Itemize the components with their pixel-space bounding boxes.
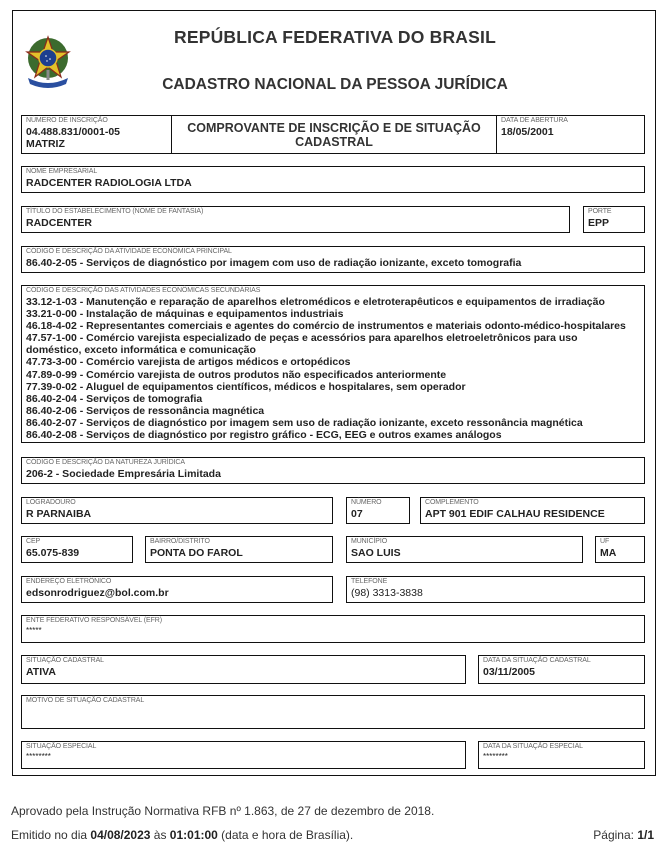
- numero-label: NÚMERO: [351, 499, 382, 506]
- footer-emitido: [11, 828, 353, 842]
- nome-empresarial-label: NOME EMPRESARIAL: [26, 168, 98, 175]
- comprovante-line1: COMPROVANTE DE INSCRIÇÃO E DE SITUAÇÃO: [187, 121, 481, 135]
- atividade-secundaria-line: 86.40-2-04 - Serviços de tomografia: [26, 392, 203, 405]
- logradouro-label: LOGRADOURO: [26, 499, 76, 506]
- complemento-label: COMPLEMENTO: [425, 499, 479, 506]
- header-title: REPÚBLICA FEDERATIVA DO BRASIL: [174, 27, 496, 47]
- atividade-secundaria-line: 47.57-1-00 - Comércio varejista especializado de peças e acessórios para aparelhos eletroeletrônicos para uso: [26, 332, 578, 345]
- uf-label: UF: [600, 538, 610, 545]
- footer-aprovado: Aprovado pela Instrução Normativa RFB nº 1.863, de 27 de dezembro de 2018.: [11, 804, 435, 818]
- situacao-especial-label: SITUAÇÃO ESPECIAL: [26, 743, 97, 750]
- situacao-especial-value: ********: [26, 752, 51, 761]
- cep-label: CEP: [26, 538, 41, 545]
- nome-empresarial-box: [21, 166, 645, 193]
- natureza-juridica-label: CÓDIGO E DESCRIÇÃO DA NATUREZA JURÍDICA: [26, 459, 185, 466]
- municipio-value: SAO LUIS: [351, 547, 401, 559]
- comprovante-title: [171, 116, 497, 154]
- situacao-cadastral-value: ATIVA: [26, 666, 56, 678]
- numero-box: [346, 497, 410, 524]
- atividade-principal-value: 86.40-2-05 - Serviços de diagnóstico por imagem com uso de radiação ionizante, exceto tomografia: [26, 257, 522, 269]
- data-situacao-cadastral-label: DATA DA SITUAÇÃO CADASTRAL: [483, 657, 591, 664]
- abertura-box: [496, 115, 645, 154]
- abertura-value: 18/05/2001: [501, 126, 554, 138]
- situacao-cadastral-box: [21, 655, 466, 684]
- complemento-value: APT 901 EDIF CALHAU RESIDENCE: [425, 508, 605, 520]
- atividade-secundaria-line: 47.73-3-00 - Comércio varejista de artigos médicos e ortopédicos: [26, 356, 351, 369]
- situacao-cadastral-label: SITUAÇÃO CADASTRAL: [26, 657, 104, 664]
- atividade-principal-box: [21, 246, 645, 273]
- motivo-situacao-box: [21, 695, 645, 729]
- email-label: ENDEREÇO ELETRÔNICO: [26, 578, 112, 585]
- comprovante-line2: CADASTRAL: [295, 135, 373, 149]
- emitido-time: 01:01:00: [169, 828, 218, 842]
- pagina-label: Página:: [593, 828, 638, 842]
- natureza-juridica-value: 206-2 - Sociedade Empresária Limitada: [26, 468, 221, 480]
- emitido-prefix: Emitido no dia: [11, 828, 91, 842]
- atividades-secundarias-box: [21, 285, 645, 443]
- footer-pagina: [593, 828, 654, 842]
- efr-label: ENTE FEDERATIVO RESPONSÁVEL (EFR): [26, 617, 162, 624]
- cep-value: 65.075-839: [26, 547, 80, 559]
- header-subtitle: CADASTRO NACIONAL DA PESSOA JURÍDICA: [162, 76, 508, 93]
- cep-box: [21, 536, 133, 563]
- bairro-label: BAIRRO/DISTRITO: [150, 538, 210, 545]
- atividade-secundaria-line: 33.21-0-00 - Instalação de máquinas e equipamentos industriais: [26, 308, 344, 321]
- pagina-value: 1/1: [637, 828, 654, 842]
- data-situacao-especial-value: ********: [483, 752, 508, 761]
- situacao-especial-box: [21, 741, 466, 769]
- porte-value: EPP: [588, 217, 610, 229]
- uf-value: MA: [600, 547, 617, 559]
- email-value: edsonrodriguez@bol.com.br: [26, 587, 169, 599]
- porte-box: [583, 206, 645, 233]
- titulo-estabelecimento-box: [21, 206, 570, 233]
- emitido-date: 04/08/2023: [90, 828, 151, 842]
- municipio-label: MUNICÍPIO: [351, 538, 388, 545]
- logradouro-box: [21, 497, 333, 524]
- email-box: [21, 576, 333, 603]
- emitido-suffix: (data e hora de Brasília).: [217, 828, 354, 842]
- municipio-box: [346, 536, 583, 563]
- bairro-value: PONTA DO FAROL: [150, 547, 243, 559]
- porte-label: PORTE: [588, 208, 612, 215]
- inscricao-tipo: MATRIZ: [26, 138, 65, 150]
- atividades-secundarias-list: [26, 296, 626, 441]
- data-situacao-cadastral-box: [478, 655, 645, 684]
- titulo-estabelecimento-label: TÍTULO DO ESTABELECIMENTO (NOME DE FANTASIA): [26, 208, 204, 215]
- telefone-label: TELEFONE: [351, 578, 388, 585]
- atividade-secundaria-line: 86.40-2-08 - Serviços de diagnóstico por registro gráfico - ECG, EEG e outros exames análogos: [26, 429, 502, 442]
- atividades-secundarias-label: CÓDIGO E DESCRIÇÃO DAS ATIVIDADES ECONÔMICAS SECUNDÁRIAS: [26, 287, 261, 294]
- atividade-principal-label: CÓDIGO E DESCRIÇÃO DA ATIVIDADE ECONÔMICA PRINCIPAL: [26, 248, 232, 255]
- numero-value: 07: [351, 508, 363, 520]
- abertura-label: DATA DE ABERTURA: [501, 117, 568, 124]
- atividade-secundaria-line: 33.12-1-03 - Manutenção e reparação de aparelhos eletromédicos e eletroterapêuticos e equipamentos de irradiação: [26, 296, 605, 308]
- atividade-secundaria-line: 86.40-2-06 - Serviços de ressonância magnética: [26, 404, 265, 417]
- bairro-box: [145, 536, 333, 563]
- efr-value: *****: [26, 626, 42, 635]
- atividade-secundaria-line: 86.40-2-07 - Serviços de diagnóstico por imagem sem uso de radiação ionizante, exceto ressonância magnética: [26, 416, 583, 429]
- motivo-situacao-label: MOTIVO DE SITUAÇÃO CADASTRAL: [26, 697, 145, 704]
- atividade-secundaria-line: 77.39-0-02 - Aluguel de equipamentos científicos, médicos e hospitalares, sem operador: [26, 380, 466, 393]
- uf-box: [595, 536, 645, 563]
- natureza-juridica-box: [21, 457, 645, 484]
- nome-empresarial-value: RADCENTER RADIOLOGIA LTDA: [26, 177, 192, 189]
- atividade-secundaria-line: 46.18-4-02 - Representantes comerciais e agentes do comércio de instrumentos e materiais odonto-médico-hospitalares: [26, 320, 626, 333]
- atividade-secundaria-line: doméstico, exceto informática e comunicação: [26, 344, 256, 357]
- inscricao-numero: 04.488.831/0001-05: [26, 126, 121, 138]
- data-situacao-especial-box: [478, 741, 645, 769]
- logradouro-value: R PARNAIBA: [26, 508, 92, 520]
- telefone-value: (98) 3313-3838: [351, 587, 423, 599]
- data-situacao-cadastral-value: 03/11/2005: [483, 666, 535, 678]
- telefone-box: [346, 576, 645, 603]
- efr-box: [21, 615, 645, 643]
- inscricao-label: NÚMERO DE INSCRIÇÃO: [26, 117, 108, 124]
- titulo-estabelecimento-value: RADCENTER: [26, 217, 92, 229]
- data-situacao-especial-label: DATA DA SITUAÇÃO ESPECIAL: [483, 743, 583, 750]
- complemento-box: [420, 497, 645, 524]
- emitido-mid: às: [150, 828, 170, 842]
- inscricao-box: [21, 115, 172, 154]
- atividade-secundaria-line: 47.89-0-99 - Comércio varejista de outros produtos não especificados anteriormente: [26, 368, 447, 381]
